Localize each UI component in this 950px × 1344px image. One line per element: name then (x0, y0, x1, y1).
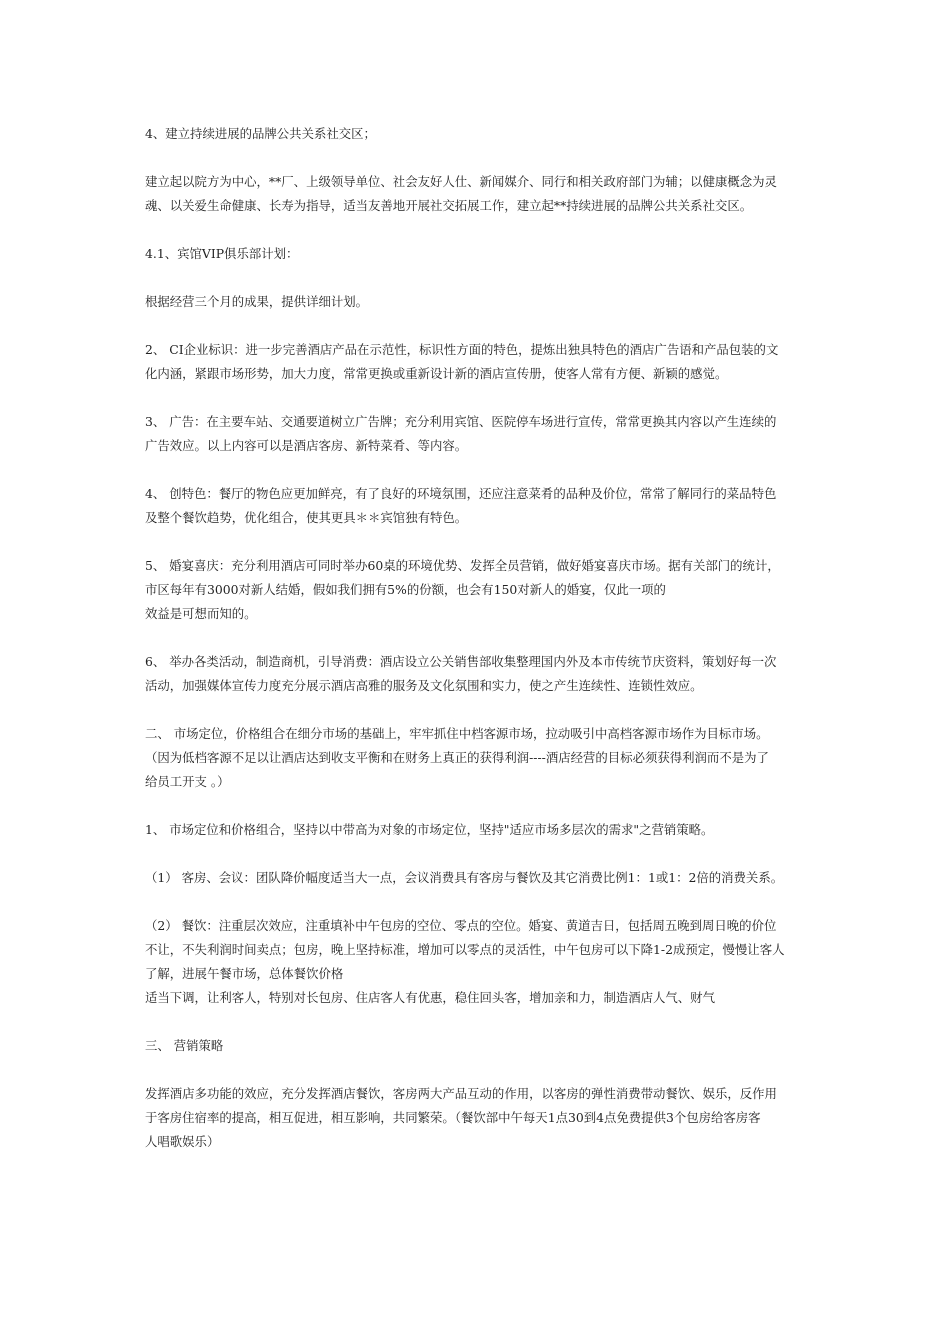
text-line: 二、 市场定位，价格组合在细分市场的基础上，牢牢抓住中档客源市场，拉动吸引中高档客源市场作为目标市场。 (145, 726, 769, 741)
paragraph-gap (145, 146, 810, 170)
text-line: 三、 营销策略 (145, 1038, 224, 1053)
text-line: 效益是可想而知的。 (145, 606, 257, 621)
paragraph-gap (145, 1010, 810, 1034)
text-line: （因为低档客源不足以让酒店达到收支平衡和在财务上真正的获得利润----酒店经营的目标必须获得利润而不是为了 (145, 750, 769, 765)
text-line: 化内涵，紧跟市场形势，加大力度，常常更换或重新设计新的酒店宣传册，使客人常有方便、新颖的感觉。 (145, 366, 728, 381)
text-line: 了解，进展午餐市场，总体餐饮价格 (145, 966, 344, 981)
paragraph-p10 (145, 722, 810, 794)
paragraph-p09 (145, 650, 810, 698)
paragraph-p12 (145, 866, 810, 890)
text-line: 1、 市场定位和价格组合，坚持以中带高为对象的市场定位，坚持"适应市场多层次的需求"之营销策略。 (145, 822, 714, 837)
paragraph-gap (145, 1058, 810, 1082)
paragraph-gap (145, 314, 810, 338)
paragraph-p04 (145, 290, 810, 314)
text-line: 6、 举办各类活动，制造商机，引导消费：酒店设立公关销售部收集整理国内外及本市传统节庆资料，策划好每一次 (145, 654, 777, 669)
text-line: 于客房住宿率的提高，相互促进，相互影响，共同繁荣。（餐饮部中午每天1点30到4点免费提供3个包房给客房客 (145, 1110, 761, 1125)
text-line: 活动，加强媒体宣传力度充分展示酒店高雅的服务及文化氛围和实力，使之产生连续性、连锁性效应。 (145, 678, 703, 693)
text-line: 建立起以院方为中心，**厂、上级领导单位、社会友好人仕、新闻媒介、同行和相关政府部门为辅；以健康概念为灵 (145, 174, 777, 189)
paragraph-gap (145, 386, 810, 410)
text-line: 发挥酒店多功能的效应，充分发挥酒店餐饮，客房两大产品互动的作用，以客房的弹性消费带动餐饮、娱乐，反作用 (145, 1086, 777, 1101)
paragraph-p07 (145, 482, 810, 530)
paragraph-p01 (145, 122, 810, 146)
text-line: 广告效应。以上内容可以是酒店客房、新特菜肴、等内容。 (145, 438, 468, 453)
text-line: （1） 客房、会议：团队降价幅度适当大一点，会议消费具有客房与餐饮及其它消费比例1：1或1：2倍的消费关系。 (145, 870, 784, 885)
paragraph-p03 (145, 242, 810, 266)
text-line: 2、 CI企业标识：进一步完善酒店产品在示范性，标识性方面的特色，提炼出独具特色的酒店广告语和产品包装的文 (145, 342, 779, 357)
paragraph-gap (145, 218, 810, 242)
paragraph-p11 (145, 818, 810, 842)
text-line: 根据经营三个月的成果，提供详细计划。 (145, 294, 369, 309)
paragraph-gap (145, 698, 810, 722)
text-line: （2） 餐饮：注重层次效应，注重填补中午包房的空位、零点的空位。婚宴、黄道吉日，包括周五晚到周日晚的价位 (145, 918, 777, 933)
paragraph-p15 (145, 1082, 810, 1154)
text-line: 魂、以关爱生命健康、长寿为指导，适当友善地开展社交拓展工作，建立起**持续进展的品牌公共关系社交区。 (145, 198, 753, 213)
paragraph-p06 (145, 410, 810, 458)
paragraph-gap (145, 626, 810, 650)
paragraph-gap (145, 266, 810, 290)
text-line: 给员工开支 。） (145, 774, 230, 789)
text-line: 4.1、宾馆VIP俱乐部计划： (145, 246, 299, 261)
paragraph-p08 (145, 554, 810, 626)
paragraph-gap (145, 530, 810, 554)
paragraph-p05 (145, 338, 810, 386)
text-line: 5、 婚宴喜庆：充分利用酒店可同时举办60桌的环境优势、发挥全员营销，做好婚宴喜庆市场。据有关部门的统计， (145, 558, 780, 573)
paragraph-gap (145, 890, 810, 914)
text-line: 适当下调，让利客人，特别对长包房、住店客人有优惠，稳住回头客，增加亲和力，制造酒店人气、财气 (145, 990, 715, 1005)
paragraph-p14 (145, 1034, 810, 1058)
text-line: 人唱歌娱乐） (145, 1134, 220, 1149)
text-line: 不让，不失利润时间卖点；包房，晚上坚持标准，增加可以零点的灵活性，中午包房可以下降1-2成预定，慢慢让客人 (145, 942, 785, 957)
text-line: 及整个餐饮趋势，优化组合，使其更具＊＊宾馆独有特色。 (145, 510, 468, 525)
paragraph-gap (145, 794, 810, 818)
paragraph-p13 (145, 914, 810, 1010)
paragraph-gap (145, 458, 810, 482)
document-body (145, 122, 810, 1154)
text-line: 市区每年有3000对新人结婚，假如我们拥有5%的份额，也会有150对新人的婚宴，仅此一项的 (145, 582, 666, 597)
text-line: 4、建立持续进展的品牌公共关系社交区； (145, 126, 376, 141)
paragraph-p02 (145, 170, 810, 218)
text-line: 3、 广告：在主要车站、交通要道树立广告牌；充分利用宾馆、医院停车场进行宣传，常常更换其内容以产生连续的 (145, 414, 777, 429)
paragraph-gap (145, 842, 810, 866)
text-line: 4、 创特色：餐厅的物色应更加鲜亮，有了良好的环境氛围，还应注意菜肴的品种及价位，常常了解同行的菜品特色 (145, 486, 777, 501)
